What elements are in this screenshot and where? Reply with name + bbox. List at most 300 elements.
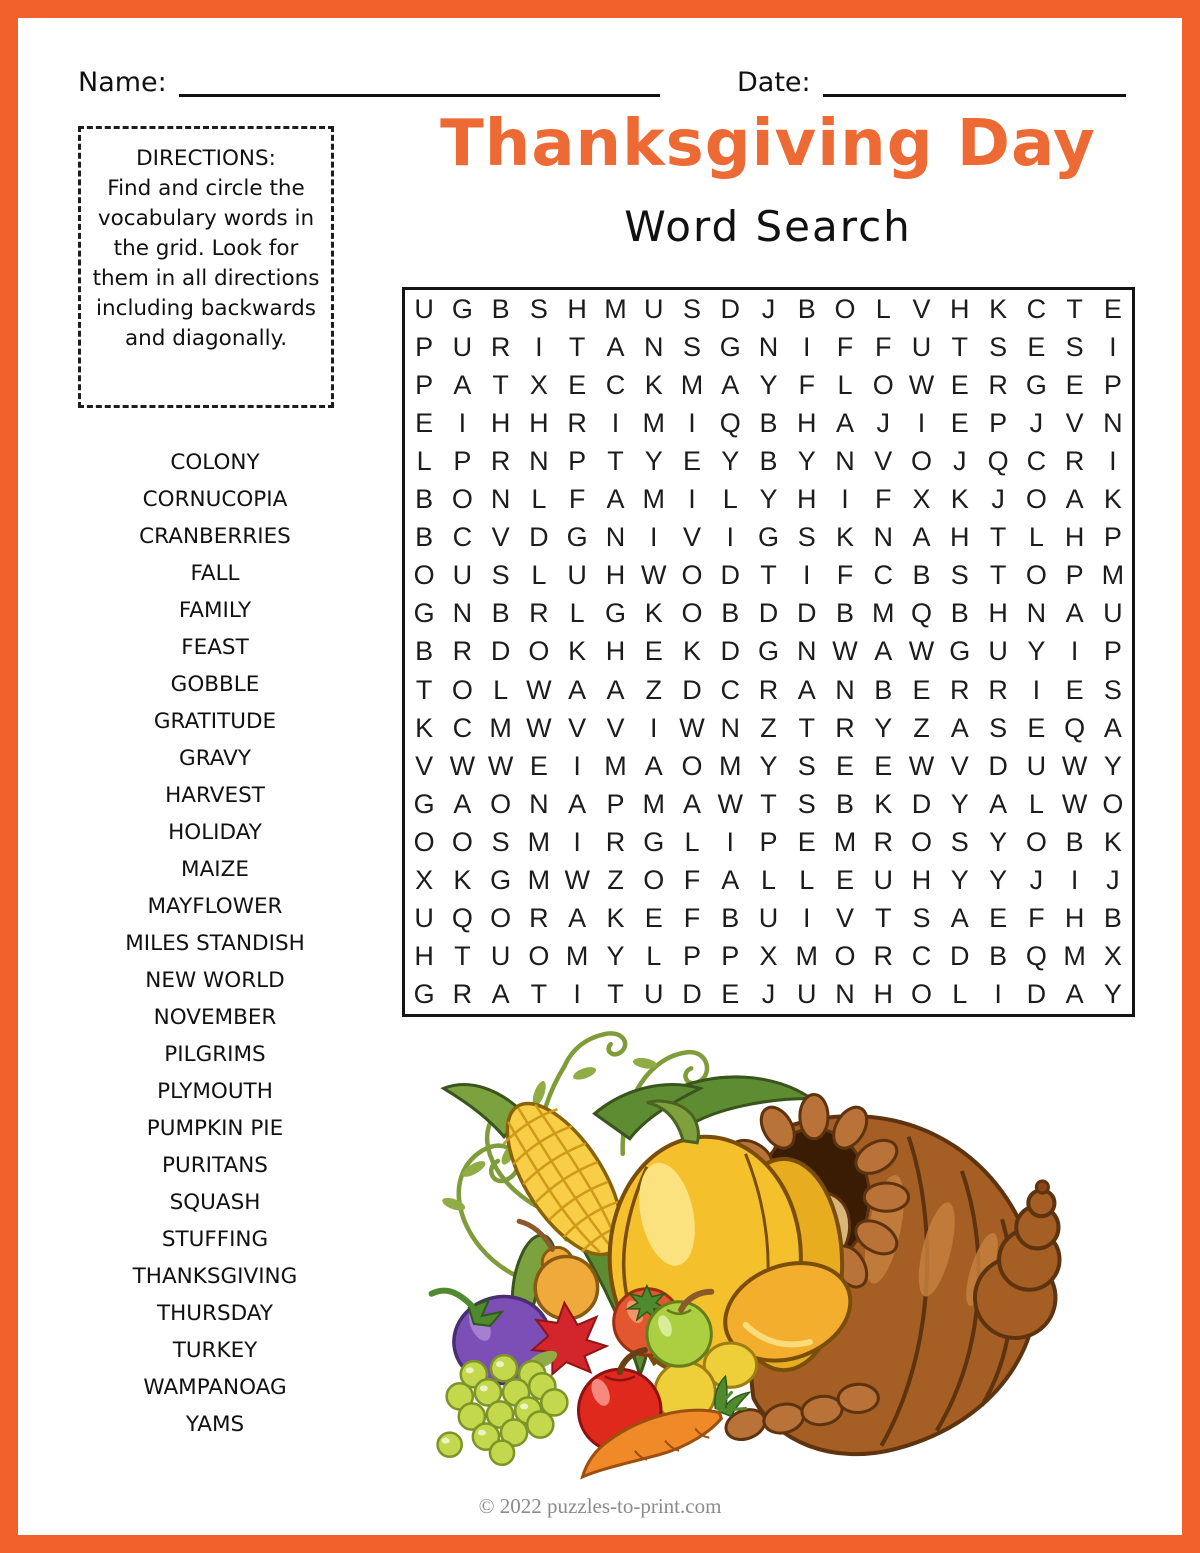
grid-cell: R (1064, 445, 1085, 476)
word-list-item: HARVEST (165, 783, 265, 808)
grid-cell: I (573, 827, 581, 858)
grid-cell: Z (913, 712, 930, 743)
grid-cell: S (950, 560, 969, 591)
grid-cell: L (952, 979, 968, 1010)
grid-cell: N (835, 445, 855, 476)
grid-cell: A (568, 788, 587, 819)
page-subtitle: Word Search (624, 202, 912, 251)
grid-cell: W (640, 560, 667, 591)
grid-cell: H (988, 598, 1008, 629)
grid-cell: O (1025, 484, 1047, 515)
grid-cell: G (490, 865, 512, 896)
grid-cell: X (759, 941, 778, 972)
grid-cell: O (681, 750, 703, 781)
grid-cell: P (606, 788, 625, 819)
grid-cell: S (529, 293, 548, 324)
grid-cell: J (953, 445, 967, 476)
grid-cell: L (531, 484, 547, 515)
grape-cluster-icon (438, 1347, 568, 1465)
grid-cell: M (565, 941, 589, 972)
grid-cell: P (453, 445, 472, 476)
word-list-item: CORNUCOPIA (142, 487, 288, 512)
grid-cell: E (989, 903, 1008, 934)
word-list-item: FALL (190, 561, 240, 586)
grid-cell: T (989, 560, 1007, 591)
word-search-grid (402, 287, 1135, 1017)
grid-cell: V (415, 750, 434, 781)
grid-cell: O (872, 369, 894, 400)
grid-cell: B (797, 293, 816, 324)
grid-cell: A (912, 522, 931, 553)
word-list-item: NEW WORLD (145, 968, 285, 993)
grid-cell: Y (950, 788, 969, 819)
grid-cell: N (529, 788, 549, 819)
grid-cell: D (911, 788, 932, 819)
grid-cell: V (568, 712, 587, 743)
grid-cell: G (1025, 369, 1047, 400)
grid-cell: B (912, 560, 931, 591)
grid-cell: R (452, 979, 473, 1010)
word-list (54, 444, 376, 1443)
word-list-item: THURSDAY (157, 1301, 273, 1326)
word-list-item: HOLIDAY (168, 820, 262, 845)
grid-cell: S (797, 788, 816, 819)
grid-cell: N (797, 636, 817, 667)
grid-cell: V (491, 522, 510, 553)
grid-cell: I (649, 522, 658, 553)
grid-cell: E (797, 827, 816, 858)
grid-cell: N (643, 331, 664, 362)
grid-cell: O (834, 941, 856, 972)
grid-cell: K (989, 293, 1008, 324)
grid-cell: D (490, 636, 511, 667)
grid-cell: T (760, 788, 777, 819)
grid-cell: P (1103, 522, 1122, 553)
grid-cell: U (643, 293, 664, 324)
grid-cell: L (416, 445, 432, 476)
grid-cell: K (568, 636, 587, 667)
grid-cell: P (1065, 560, 1084, 591)
grid-cell: A (874, 636, 893, 667)
grid-cell: B (491, 598, 510, 629)
grid-cell: R (529, 903, 549, 934)
grid-cell: I (803, 331, 811, 362)
grid-cell: O (911, 827, 933, 858)
grid-cell: M (642, 407, 665, 438)
name-blank-line[interactable] (179, 56, 660, 97)
grid-cell: N (452, 598, 473, 629)
grid-cell: T (989, 522, 1007, 553)
grid-cell: K (644, 598, 663, 629)
grid-cell: L (493, 674, 509, 705)
grid-cell: X (529, 369, 548, 400)
grid-cell: G (719, 331, 741, 362)
grid-cell: G (566, 522, 588, 553)
grid-cell: I (573, 750, 581, 781)
grid-cell: W (1061, 750, 1088, 781)
grid-cell: F (683, 903, 701, 934)
grid-cell: G (451, 293, 473, 324)
grid-cell: D (720, 636, 740, 667)
grid-cell: B (415, 522, 434, 553)
grid-cell: T (607, 979, 624, 1010)
grid-cell: P (721, 941, 740, 972)
grid-cell: E (415, 407, 434, 438)
grid-cell: X (912, 484, 931, 515)
date-blank-line[interactable] (823, 56, 1126, 97)
grid-cell: R (758, 674, 779, 705)
grid-cell: O (490, 788, 512, 819)
grid-cell: Q (719, 407, 741, 438)
grid-cell: O (834, 293, 856, 324)
grid-cell: L (684, 827, 700, 858)
directions-body: Find and circle the vocabulary words in the grid. Look for them in all directions including backwards and diagonally. (92, 176, 320, 351)
grid-cell: B (874, 674, 893, 705)
grid-cell: Y (989, 827, 1008, 858)
grid-cell: M (489, 712, 512, 743)
grid-cell: K (836, 522, 855, 553)
grid-cell: N (490, 484, 511, 515)
grid-cell: B (1065, 827, 1084, 858)
grid-cell: Z (760, 712, 777, 743)
grid-cell: T (1066, 293, 1083, 324)
grid-cell: W (908, 369, 935, 400)
word-list-item: PUMPKIN PIE (146, 1116, 284, 1141)
word-list-item: PURITANS (162, 1153, 268, 1178)
grid-cell: S (989, 331, 1008, 362)
grid-cell: I (726, 827, 734, 858)
grid-cell: E (950, 369, 969, 400)
grid-cell: U (490, 941, 511, 972)
grid-cell: L (760, 865, 776, 896)
grid-cell: Y (644, 445, 663, 476)
grid-cell: Q (987, 445, 1009, 476)
grid-cell: M (1101, 560, 1125, 591)
grid-cell: K (453, 865, 472, 896)
grid-cell: E (874, 750, 893, 781)
grid-cell: L (646, 941, 662, 972)
grid-cell: Y (1103, 979, 1122, 1010)
copyright-note: © 2022 puzzles-to-print.com (478, 1494, 722, 1518)
grid-cell: B (491, 293, 510, 324)
grid-cell: T (760, 560, 777, 591)
grid-cell: M (680, 369, 704, 400)
grid-cell: T (568, 331, 586, 362)
grid-cell: K (682, 636, 701, 667)
word-list-item: PILGRIMS (164, 1042, 266, 1067)
grid-cell: P (682, 941, 701, 972)
grid-cell: W (1061, 788, 1088, 819)
grid-cell: O (528, 941, 550, 972)
grid-cell: I (1109, 331, 1117, 362)
grid-cell: Y (874, 712, 893, 743)
grid-cell: Z (645, 674, 662, 705)
grid-cell: L (569, 598, 585, 629)
word-list-item: SQUASH (169, 1190, 261, 1215)
grid-cell: H (1064, 903, 1085, 934)
grid-cell: U (1103, 598, 1123, 629)
grid-cell: V (950, 750, 969, 781)
grid-cell: C (911, 941, 932, 972)
grid-cell: S (491, 827, 510, 858)
grid-cell: F (568, 484, 586, 515)
grid-cell: I (688, 484, 696, 515)
grid-cell: E (950, 407, 969, 438)
grid-cell: B (1103, 903, 1122, 934)
grid-cell: F (875, 484, 892, 515)
grid-cell: S (797, 522, 816, 553)
grid-cell: G (413, 598, 435, 629)
grid-cell: G (413, 979, 435, 1010)
grid-cell: K (874, 788, 893, 819)
grid-cell: I (688, 407, 696, 438)
word-list-item: CRANBERRIES (139, 524, 291, 549)
grid-cell: A (491, 979, 510, 1010)
word-list-item: NOVEMBER (153, 1005, 277, 1030)
grid-cell: O (681, 598, 703, 629)
grid-cell: M (642, 788, 665, 819)
grid-cell: T (951, 331, 969, 362)
grid-cell: K (606, 903, 625, 934)
grid-cell: A (797, 674, 816, 705)
grid-cell: D (988, 750, 1008, 781)
grid-cell: I (1032, 674, 1041, 705)
grid-cell: Y (1103, 750, 1122, 781)
grid-cell: L (531, 560, 547, 591)
grid-cell: L (1028, 788, 1044, 819)
grid-cell: W (449, 750, 476, 781)
grid-cell: A (1103, 712, 1122, 743)
grid-cell: D (720, 560, 740, 591)
directions-box (78, 126, 334, 408)
grid-cell: J (1029, 407, 1044, 438)
grid-cell: Y (797, 445, 816, 476)
grid-cell: L (837, 369, 853, 400)
grid-cell: I (1109, 445, 1117, 476)
grid-cell: A (1065, 598, 1084, 629)
grid-cell: B (759, 407, 778, 438)
cornucopia-illustration (413, 1018, 1068, 1496)
grid-cell: E (644, 903, 663, 934)
grid-cell: V (1065, 407, 1084, 438)
grid-cell: D (682, 674, 702, 705)
grid-cell: V (912, 293, 931, 324)
grid-cell: O (911, 445, 933, 476)
grid-cell: Y (606, 941, 625, 972)
grid-cell: B (721, 598, 740, 629)
grid-cell: F (683, 865, 701, 896)
word-list-item: COLONY (170, 450, 260, 475)
grid-cell: L (875, 293, 891, 324)
grid-cell: M (604, 293, 627, 324)
grid-cell: R (529, 598, 549, 629)
grid-cell: O (1102, 788, 1124, 819)
grid-cell: E (721, 979, 740, 1010)
grid-cell: G (949, 636, 971, 667)
grid-cell: W (908, 636, 935, 667)
grid-cell: H (797, 407, 817, 438)
grid-cell: V (874, 445, 893, 476)
grid-cell: W (487, 750, 514, 781)
grid-cell: Y (1027, 636, 1046, 667)
grid-cell: U (911, 331, 932, 362)
grid-cell: A (721, 369, 740, 400)
grid-cell: E (682, 445, 701, 476)
grid-cell: D (529, 522, 549, 553)
grid-cell: Q (1064, 712, 1086, 743)
grid-cell: M (718, 750, 742, 781)
grid-cell: O (490, 903, 512, 934)
word-list-item: MAYFLOWER (147, 894, 283, 919)
grid-cell: W (564, 865, 590, 896)
grid-cell: Y (759, 750, 778, 781)
grid-cell: D (758, 598, 779, 629)
grid-cell: R (567, 407, 587, 438)
grid-cell: S (682, 331, 701, 362)
grid-cell: I (573, 979, 581, 1010)
grid-cell: L (722, 484, 738, 515)
grid-cell: R (988, 369, 1008, 400)
grid-cell: K (415, 712, 434, 743)
grid-cell: N (835, 674, 855, 705)
grid-cell: F (1028, 903, 1045, 934)
grid-cell: O (1025, 560, 1047, 591)
grid-cell: R (873, 941, 894, 972)
name-label: Name: (78, 67, 167, 98)
grid-cell: E (1065, 369, 1084, 400)
grid-cell: A (453, 788, 472, 819)
grid-cell: N (835, 979, 855, 1010)
grid-cell: E (1103, 293, 1122, 324)
grid-cell: W (526, 674, 552, 705)
grid-cell: I (803, 903, 811, 934)
grid-cell: O (1025, 827, 1047, 858)
word-list-item: STUFFING (161, 1227, 269, 1252)
grid-cell: Y (950, 865, 969, 896)
grid-cell: G (643, 827, 665, 858)
grid-cell: C (873, 560, 894, 591)
grid-cell: T (454, 941, 471, 972)
grid-cell: B (950, 598, 969, 629)
grid-cell: M (527, 865, 551, 896)
grid-cell: E (1027, 331, 1046, 362)
grid-cell: H (414, 941, 434, 972)
grid-cell: R (490, 445, 511, 476)
grid-cell: T (415, 674, 433, 705)
grid-cell: I (649, 712, 658, 743)
grid-cell: O (681, 560, 703, 591)
grid-cell: H (567, 293, 587, 324)
grid-cell: O (643, 865, 665, 896)
grid-cell: B (989, 941, 1008, 972)
grid-cell: O (911, 979, 933, 1010)
grid-cell: W (717, 788, 743, 819)
grid-cell: M (1063, 941, 1086, 972)
grid-cell: F (875, 331, 892, 362)
grid-cell: X (1103, 941, 1122, 972)
grid-cell: I (841, 484, 849, 515)
grid-cell: M (872, 598, 895, 629)
grid-cell: F (836, 331, 854, 362)
grid-cell: P (989, 407, 1008, 438)
grid-cell: J (991, 484, 1005, 515)
grid-cell: B (415, 636, 434, 667)
grid-cell: V (836, 903, 855, 934)
grid-cell: L (799, 865, 815, 896)
grid-cell: Y (989, 865, 1008, 896)
grid-cell: E (644, 636, 663, 667)
grid-cell: C (605, 369, 626, 400)
grid-cell: A (568, 903, 587, 934)
grid-cell: A (836, 407, 855, 438)
grid-cell: H (529, 407, 549, 438)
grid-cell: A (644, 750, 663, 781)
grid-cell: G (604, 598, 626, 629)
grid-cell: U (567, 560, 587, 591)
grid-cell: W (908, 750, 935, 781)
grid-cell: R (950, 674, 970, 705)
grid-cell: I (917, 407, 926, 438)
grid-cell: C (452, 522, 473, 553)
grid-cell: A (606, 674, 625, 705)
grid-cell: E (568, 369, 587, 400)
grid-cell: U (643, 979, 664, 1010)
word-list-item: MAIZE (181, 857, 249, 882)
grid-cell: W (679, 712, 705, 743)
grid-cell: D (950, 941, 970, 972)
grid-cell: J (761, 293, 776, 324)
grid-cell: J (761, 979, 776, 1010)
grid-cell: R (605, 827, 626, 858)
grid-cell: R (490, 331, 511, 362)
grid-cell: K (1103, 827, 1122, 858)
grid-cell: V (682, 522, 701, 553)
grid-cell: J (876, 407, 891, 438)
grid-cell: N (873, 522, 894, 553)
grid-cell: H (873, 979, 894, 1010)
word-list-item: TURKEY (172, 1338, 258, 1363)
grid-cell: A (721, 865, 740, 896)
grid-cell: I (535, 331, 543, 362)
grid-cell: Q (1025, 941, 1047, 972)
grid-cell: T (607, 445, 624, 476)
grid-cell: N (605, 522, 626, 553)
grid-cell: W (526, 712, 552, 743)
grid-cell: E (912, 674, 931, 705)
word-list-item: FAMILY (178, 598, 252, 623)
grid-cell: Y (721, 445, 740, 476)
grid-cell: S (797, 750, 816, 781)
grid-cell: I (1070, 865, 1079, 896)
word-list-item: FEAST (181, 635, 249, 660)
grid-cell: G (757, 636, 779, 667)
grid-cell: R (988, 674, 1008, 705)
grid-cell: A (950, 712, 969, 743)
grid-cell: M (604, 750, 627, 781)
grid-cell: M (833, 827, 857, 858)
grid-cell: N (758, 331, 779, 362)
grid-cell: B (836, 598, 855, 629)
grid-cell: P (1103, 636, 1122, 667)
grid-cell: A (682, 788, 701, 819)
grid-cell: U (1026, 750, 1047, 781)
grid-cell: D (682, 979, 702, 1010)
grid-cell: S (912, 903, 931, 934)
word-list-item: PLYMOUTH (157, 1079, 273, 1104)
word-list-item: GRATITUDE (153, 709, 277, 734)
grid-cell: S (491, 560, 510, 591)
grid-cell: A (606, 484, 625, 515)
